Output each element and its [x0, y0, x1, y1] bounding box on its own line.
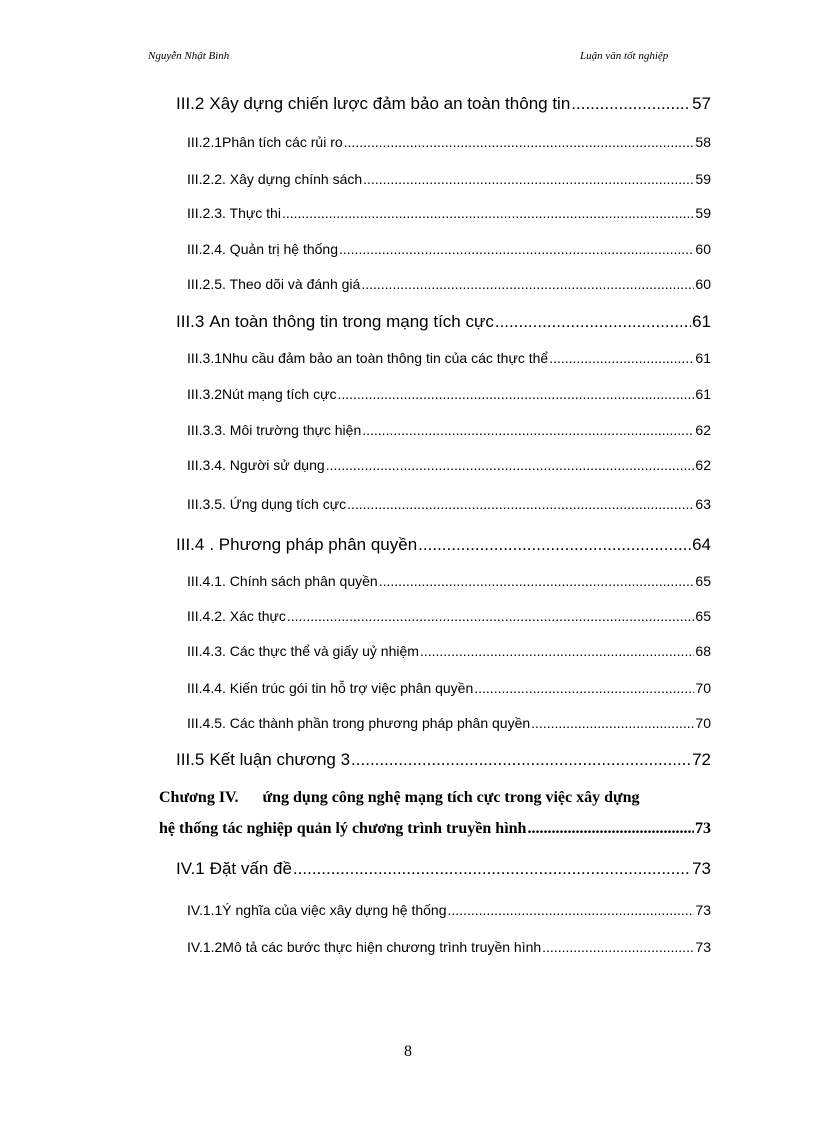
toc-entry-iv-1-1[interactable] [187, 902, 711, 918]
toc-entry-iii-4-2[interactable] [187, 608, 711, 624]
toc-number: III.3.3 [187, 422, 223, 438]
toc-page: 73 [695, 902, 711, 918]
toc-title: . Phương pháp phân quyền [209, 535, 418, 554]
toc-entry-iii-2-4[interactable] [187, 241, 711, 257]
toc-title: An toàn thông tin trong mạng tích cực [209, 312, 494, 331]
toc-entry-iii-2[interactable] [176, 94, 711, 114]
toc-entry-iii-2-2[interactable] [187, 171, 711, 187]
toc-entry-iii-5[interactable] [176, 750, 711, 770]
toc-entry-iii-2-1[interactable] [187, 134, 711, 150]
chapter-page: 73 [695, 820, 711, 837]
toc-number: III.3 [176, 312, 205, 331]
toc-title: . Các thực thể và giấy uỷ nhiệm [222, 643, 419, 659]
chapter-heading-line2[interactable] [159, 820, 711, 838]
toc-entry-iv-1-2[interactable] [187, 939, 711, 955]
toc-leader [418, 535, 691, 555]
toc-entry-iii-4[interactable] [176, 535, 711, 555]
toc-title: Xây dựng chiến lược đảm bảo an toàn thông tin [209, 94, 571, 113]
toc-entry-iii-4-1[interactable] [187, 573, 711, 589]
toc-number: IV.1 [176, 859, 205, 878]
toc-leader [571, 94, 691, 114]
toc-title: . Môi trường thực hiện [222, 422, 362, 438]
toc-page: 61 [695, 386, 711, 402]
toc-entry-iv-1[interactable] [176, 859, 711, 879]
toc-title: Nút mạng tích cực [222, 386, 337, 402]
toc-number: IV.1.1 [187, 902, 223, 918]
toc-leader [361, 276, 694, 292]
toc-leader [379, 573, 695, 589]
toc-title: . Người sử dụng [222, 457, 325, 473]
chapter-heading-line1[interactable] [159, 789, 711, 807]
toc-title: . Quản trị hệ thống [222, 241, 338, 257]
toc-leader [287, 608, 695, 624]
toc-entry-iii-4-4[interactable] [187, 680, 711, 696]
toc-page: 60 [695, 241, 711, 257]
toc-entry-iii-4-3[interactable] [187, 643, 711, 659]
toc-number: III.2 [176, 94, 205, 113]
toc-page: 73 [692, 859, 711, 878]
toc-leader [282, 205, 694, 221]
toc-number: III.3.5 [187, 496, 223, 512]
toc-leader [474, 680, 694, 696]
chapter-number: Chương IV. [159, 789, 239, 806]
toc-page: 72 [692, 750, 711, 769]
toc-title: Đặt vấn đề [209, 859, 292, 878]
toc-page: 58 [695, 134, 711, 150]
toc-number: III.2.3 [187, 205, 223, 221]
toc-page: 61 [692, 312, 711, 331]
toc-number: IV.1.2 [187, 939, 223, 955]
toc-title: Mô tả các bước thực hiện chương trình truyền hình [222, 939, 542, 955]
toc-number: III.3.2 [187, 386, 223, 402]
toc-page: 62 [695, 457, 711, 473]
toc-number: III.2.2 [187, 171, 223, 187]
page-number: 8 [404, 1043, 412, 1060]
chapter-title-line2: hệ thống tác nghiệp quản lý chương trình truyền hình [159, 820, 527, 837]
toc-leader [339, 241, 694, 257]
toc-page: 65 [695, 573, 711, 589]
toc-leader [420, 643, 694, 659]
toc-page: 73 [695, 939, 711, 955]
toc-entry-iii-4-5[interactable] [187, 715, 711, 731]
toc-entry-iii-3-3[interactable] [187, 422, 711, 438]
toc-number: III.2.5 [187, 276, 223, 292]
toc-page: 68 [695, 643, 711, 659]
toc-leader [527, 820, 694, 838]
toc-title: . Các thành phần trong phương pháp phân quyền [222, 715, 531, 731]
toc-leader [448, 902, 695, 918]
header-author: Nguyễn Nhật Bình [148, 50, 230, 62]
toc-title: Ý nghĩa của việc xây dựng hệ thống [222, 902, 447, 918]
toc-page: 61 [695, 350, 711, 366]
toc-number: III.4.3 [187, 643, 223, 659]
toc-leader [542, 939, 694, 955]
toc-page: 59 [695, 171, 711, 187]
toc-leader [337, 386, 694, 402]
toc-leader [531, 715, 694, 731]
toc-leader [363, 171, 694, 187]
toc-number: III.3.4 [187, 457, 223, 473]
toc-page: 65 [695, 608, 711, 624]
toc-title: . Xây dựng chính sách [222, 171, 363, 187]
toc-page: 64 [692, 535, 711, 554]
toc-page: 70 [695, 680, 711, 696]
toc-number: III.4.5 [187, 715, 223, 731]
toc-leader [344, 134, 695, 150]
toc-leader [326, 457, 695, 473]
toc-leader [293, 859, 691, 879]
header-doc-type: Luận văn tốt nghiệp [580, 50, 669, 62]
toc-leader [347, 496, 694, 512]
toc-title: Kết luận chương 3 [209, 750, 351, 769]
toc-entry-iii-3-1[interactable] [187, 350, 711, 366]
toc-leader [549, 350, 694, 366]
toc-leader [362, 422, 694, 438]
toc-page: 63 [695, 496, 711, 512]
toc-title: . Thực thi [222, 205, 281, 221]
toc-number: III.3.1 [187, 350, 223, 366]
toc-entry-iii-3-4[interactable] [187, 457, 711, 473]
toc-page: 60 [695, 276, 711, 292]
toc-title: Phân tích các rủi ro [222, 134, 343, 150]
toc-page: 62 [695, 422, 711, 438]
toc-number: III.4.4 [187, 680, 223, 696]
toc-title: . Chính sách phân quyền [222, 573, 378, 589]
toc-entry-iii-2-3[interactable] [187, 205, 711, 221]
toc-number: III.2.1 [187, 134, 223, 150]
toc-page: 59 [695, 205, 711, 221]
toc-entry-iii-3[interactable] [176, 312, 711, 332]
toc-title: Nhu cầu đảm bảo an toàn thông tin của các thực thể [222, 350, 549, 366]
toc-page: 57 [692, 94, 711, 113]
toc-number: III.4 [176, 535, 205, 554]
toc-title: . Xác thực [222, 608, 286, 624]
toc-entry-iii-3-5[interactable] [187, 496, 711, 512]
toc-page: 70 [695, 715, 711, 731]
toc-title: . Theo dõi và đánh giá [222, 276, 361, 292]
toc-number: III.2.4 [187, 241, 223, 257]
toc-leader [351, 750, 691, 770]
toc-entry-iii-3-2[interactable] [187, 386, 711, 402]
toc-leader [495, 312, 691, 332]
toc-number: III.5 [176, 750, 205, 769]
toc-number: III.4.2 [187, 608, 223, 624]
toc-title: . Ứng dụng tích cực [222, 496, 347, 512]
toc-entry-iii-2-5[interactable] [187, 276, 711, 292]
toc-title: . Kiến trúc gói tin hỗ trợ việc phân quyền [222, 680, 474, 696]
toc-number: III.4.1 [187, 573, 223, 589]
chapter-title-line1: ứng dụng công nghệ mạng tích cực trong việc xây dựng [262, 789, 640, 806]
